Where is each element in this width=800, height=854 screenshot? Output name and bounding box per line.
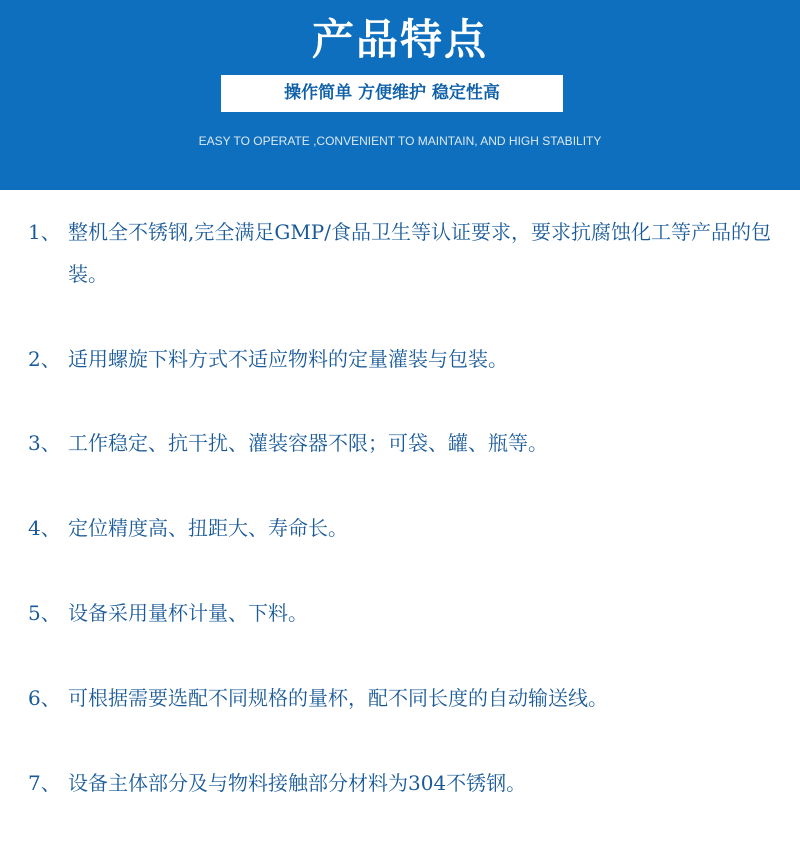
feature-item-7: [28, 762, 788, 804]
feature-number: 5、: [28, 601, 61, 625]
feature-number: 7、: [28, 771, 61, 795]
feature-item-5: [28, 592, 788, 634]
feature-number: 6、: [28, 686, 61, 710]
feature-text: 定位精度高、扭距大、寿命长。: [68, 516, 348, 540]
feature-text: 整机全不锈钢,完全满足GMP/食品卫生等认证要求，要求抗腐蚀化工等产品的包装。: [68, 220, 772, 286]
feature-number: 2、: [28, 347, 61, 371]
feature-item-6: [28, 677, 788, 719]
feature-item-2: [28, 338, 788, 380]
feature-text: 可根据需要选配不同规格的量杯，配不同长度的自动输送线。: [68, 686, 608, 710]
feature-number: 4、: [28, 516, 61, 540]
feature-item-3: [28, 422, 788, 464]
page-title: 产品特点: [311, 15, 488, 64]
feature-item-1: [28, 211, 788, 295]
feature-number: 1、: [28, 220, 61, 244]
feature-item-4: [28, 507, 788, 549]
feature-text: 工作稳定、抗干扰、灌装容器不限；可袋、罐、瓶等。: [68, 431, 548, 455]
feature-text: 设备采用量杯计量、下料。: [68, 601, 308, 625]
feature-text: 设备主体部分及与物料接触部分材料为304不锈钢。: [68, 771, 527, 795]
subtitle-box: 操作简单 方便维护 稳定性高: [221, 75, 563, 112]
english-subtitle: EASY TO OPERATE ,CONVENIENT TO MAINTAIN, AND HIGH STABILITY: [198, 134, 602, 148]
feature-number: 3、: [28, 431, 61, 455]
feature-text: 适用螺旋下料方式不适应物料的定量灌装与包装。: [68, 347, 508, 371]
